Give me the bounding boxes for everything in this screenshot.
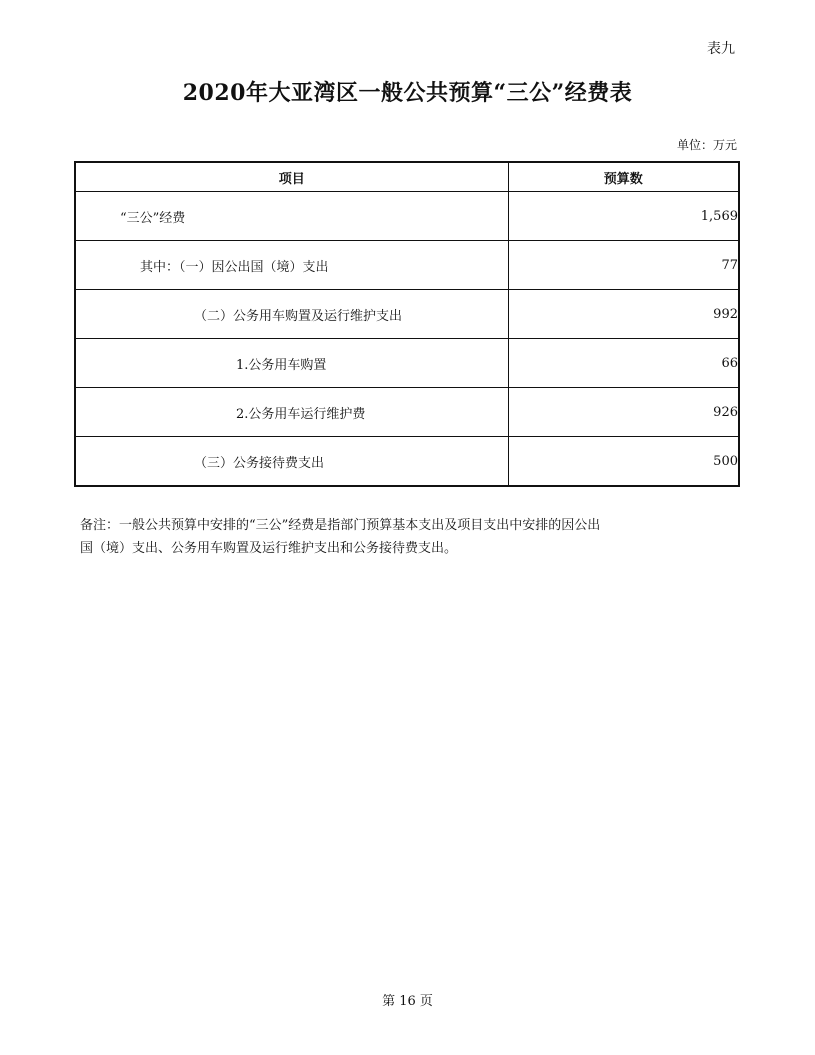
header-item: 项目 [75, 162, 508, 192]
table-row [75, 388, 739, 437]
table-header-row [75, 162, 739, 192]
table-row [75, 437, 739, 487]
header-value: 预算数 [508, 162, 739, 192]
row-value: 77 [508, 241, 739, 290]
row-value: 500 [508, 437, 739, 487]
budget-table [74, 161, 740, 487]
row-value: 992 [508, 290, 739, 339]
page-number: 第 16 页 [382, 994, 433, 1009]
row-value: 1,569 [508, 192, 739, 241]
note [80, 514, 740, 560]
page-title: 2020年大亚湾区一般公共预算“三公”经费表 [182, 80, 633, 106]
table-row [75, 241, 739, 290]
table-row [75, 339, 739, 388]
table-label: 表九 [707, 41, 735, 57]
note-line: 备注：一般公共预算中安排的“三公”经费是指部门预算基本支出及项目支出中安排的因公出 [80, 518, 601, 533]
row-value: 66 [508, 339, 739, 388]
table-row [75, 192, 739, 241]
table-row [75, 290, 739, 339]
row-item: （三）公务接待费支出 [75, 437, 508, 487]
row-item: 1.公务用车购置 [75, 339, 508, 388]
row-item: 其中：（一）因公出国（境）支出 [75, 241, 508, 290]
row-value: 926 [508, 388, 739, 437]
row-item: 2.公务用车运行维护费 [75, 388, 508, 437]
row-item: （二）公务用车购置及运行维护支出 [75, 290, 508, 339]
unit-label: 单位：万元 [676, 138, 737, 152]
row-item: “三公”经费 [75, 192, 508, 241]
note-line: 国（境）支出、公务用车购置及运行维护支出和公务接待费支出。 [80, 541, 458, 556]
